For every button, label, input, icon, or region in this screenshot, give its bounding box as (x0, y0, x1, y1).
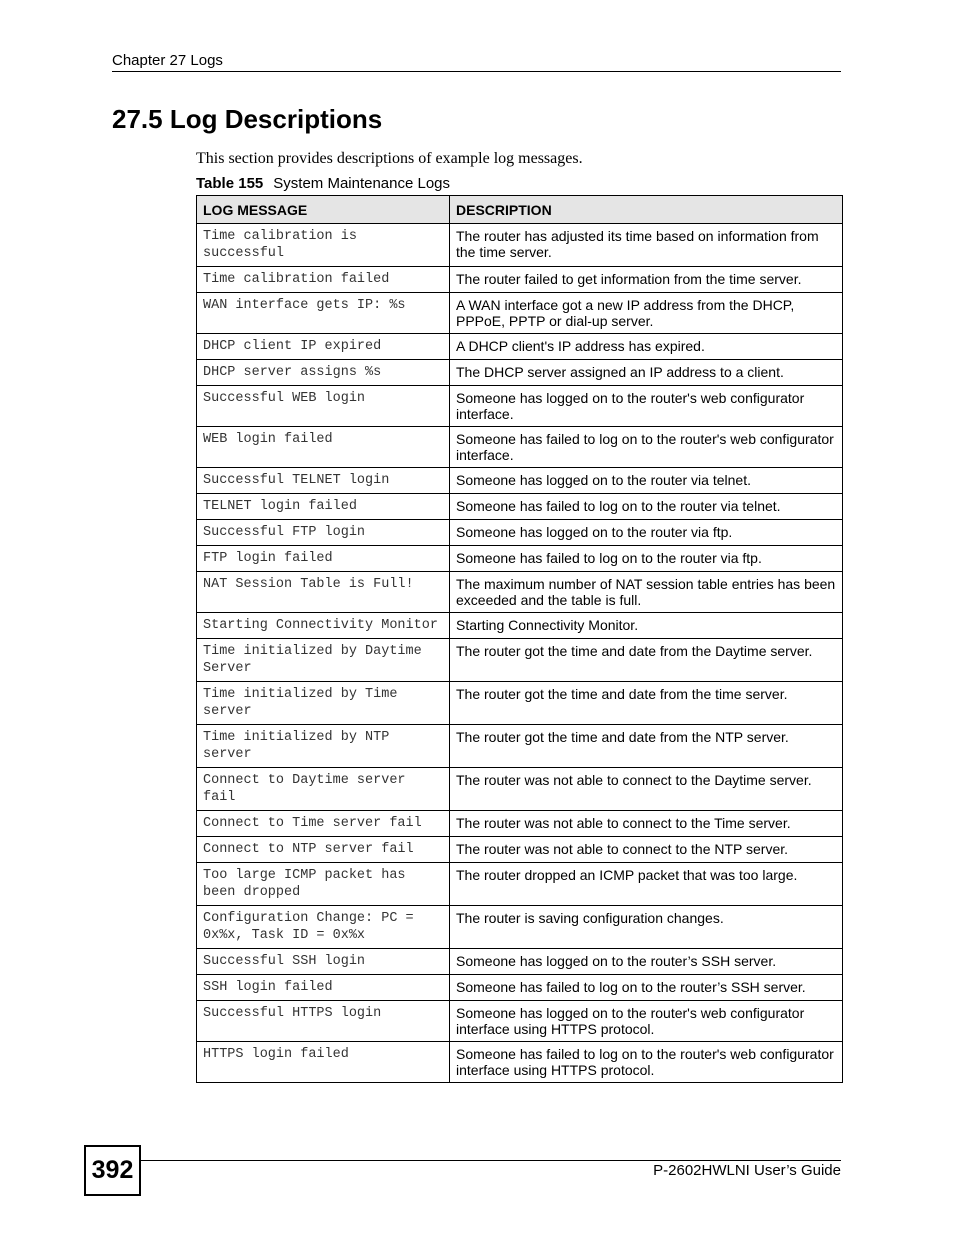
table-header-row (197, 196, 843, 224)
description-cell: Someone has logged on to the router via ftp. (450, 520, 843, 546)
table-caption-number: Table 155 (196, 175, 264, 192)
table-row (197, 906, 843, 949)
table-caption (196, 175, 450, 192)
table-row (197, 427, 843, 468)
table-row (197, 267, 843, 293)
description-cell: Someone has failed to log on to the router's web configurator interface using HTTPS protocol. (450, 1042, 843, 1083)
running-header: Chapter 27 Logs (112, 52, 223, 69)
log-message-cell: Configuration Change: PC = 0x%x, Task ID = 0x%x (197, 906, 450, 949)
description-cell: Someone has logged on to the router’s SSH server. (450, 949, 843, 975)
table-row (197, 768, 843, 811)
table-row (197, 546, 843, 572)
log-message-cell: Successful WEB login (197, 386, 450, 427)
table-row (197, 360, 843, 386)
table-row (197, 837, 843, 863)
log-message-cell: Time initialized by Time server (197, 682, 450, 725)
description-cell: A WAN interface got a new IP address from the DHCP, PPPoE, PPTP or dial-up server. (450, 293, 843, 334)
description-cell: The router dropped an ICMP packet that was too large. (450, 863, 843, 906)
table-row (197, 293, 843, 334)
log-message-cell: Connect to Daytime server fail (197, 768, 450, 811)
table-row (197, 613, 843, 639)
table-row (197, 949, 843, 975)
description-cell: A DHCP client's IP address has expired. (450, 334, 843, 360)
log-message-cell: DHCP server assigns %s (197, 360, 450, 386)
description-cell: Someone has logged on to the router's web configurator interface. (450, 386, 843, 427)
table-row (197, 1001, 843, 1042)
column-header-log-message: LOG MESSAGE (197, 196, 450, 224)
log-message-cell: WEB login failed (197, 427, 450, 468)
description-cell: Someone has failed to log on to the router's web configurator interface. (450, 427, 843, 468)
table-row (197, 224, 843, 267)
log-message-cell: WAN interface gets IP: %s (197, 293, 450, 334)
description-cell: The router got the time and date from the Daytime server. (450, 639, 843, 682)
description-cell: The router was not able to connect to the NTP server. (450, 837, 843, 863)
log-message-cell: Connect to NTP server fail (197, 837, 450, 863)
column-header-description: DESCRIPTION (450, 196, 843, 224)
description-cell: The router got the time and date from the time server. (450, 682, 843, 725)
log-message-cell: DHCP client IP expired (197, 334, 450, 360)
table-caption-title: System Maintenance Logs (273, 175, 451, 192)
table-row (197, 863, 843, 906)
table-row (197, 334, 843, 360)
log-message-cell: HTTPS login failed (197, 1042, 450, 1083)
table-row (197, 682, 843, 725)
description-cell: The router was not able to connect to the Daytime server. (450, 768, 843, 811)
description-cell: The maximum number of NAT session table entries has been exceeded and the table is full. (450, 572, 843, 613)
description-cell: The router has adjusted its time based on information from the time server. (450, 224, 843, 267)
log-message-cell: Time initialized by NTP server (197, 725, 450, 768)
footer-rule (139, 1160, 841, 1161)
description-cell: Someone has logged on to the router's web configurator interface using HTTPS protocol. (450, 1001, 843, 1042)
description-cell: The router failed to get information from the time server. (450, 267, 843, 293)
description-cell: Someone has failed to log on to the router via ftp. (450, 546, 843, 572)
log-message-cell: TELNET login failed (197, 494, 450, 520)
log-message-cell: Connect to Time server fail (197, 811, 450, 837)
description-cell: Someone has logged on to the router via telnet. (450, 468, 843, 494)
log-message-cell: NAT Session Table is Full! (197, 572, 450, 613)
description-cell: Starting Connectivity Monitor. (450, 613, 843, 639)
log-message-cell: Time initialized by Daytime Server (197, 639, 450, 682)
table-row (197, 494, 843, 520)
page-number: 392 (84, 1145, 141, 1196)
system-maintenance-logs-table (196, 195, 843, 1083)
description-cell: Someone has failed to log on to the router’s SSH server. (450, 975, 843, 1001)
table-row (197, 639, 843, 682)
log-message-cell: Starting Connectivity Monitor (197, 613, 450, 639)
table-row (197, 386, 843, 427)
header-rule (112, 71, 841, 72)
log-message-cell: FTP login failed (197, 546, 450, 572)
log-message-cell: Successful TELNET login (197, 468, 450, 494)
description-cell: The router got the time and date from the NTP server. (450, 725, 843, 768)
section-title: 27.5 Log Descriptions (112, 104, 383, 134)
description-cell: Someone has failed to log on to the router via telnet. (450, 494, 843, 520)
log-message-cell: Time calibration is successful (197, 224, 450, 267)
log-message-cell: Successful FTP login (197, 520, 450, 546)
table-row (197, 520, 843, 546)
guide-title: P-2602HWLNI User’s Guide (653, 1162, 841, 1179)
log-message-cell: Successful HTTPS login (197, 1001, 450, 1042)
table-row (197, 572, 843, 613)
log-message-cell: SSH login failed (197, 975, 450, 1001)
log-message-cell: Too large ICMP packet has been dropped (197, 863, 450, 906)
table-row (197, 725, 843, 768)
log-message-cell: Time calibration failed (197, 267, 450, 293)
description-cell: The router is saving configuration changes. (450, 906, 843, 949)
table-row (197, 975, 843, 1001)
table-row (197, 811, 843, 837)
log-message-cell: Successful SSH login (197, 949, 450, 975)
table-row (197, 468, 843, 494)
description-cell: The router was not able to connect to the Time server. (450, 811, 843, 837)
description-cell: The DHCP server assigned an IP address to a client. (450, 360, 843, 386)
table-row (197, 1042, 843, 1083)
section-intro: This section provides descriptions of example log messages. (196, 150, 583, 167)
table-body (197, 224, 843, 1083)
